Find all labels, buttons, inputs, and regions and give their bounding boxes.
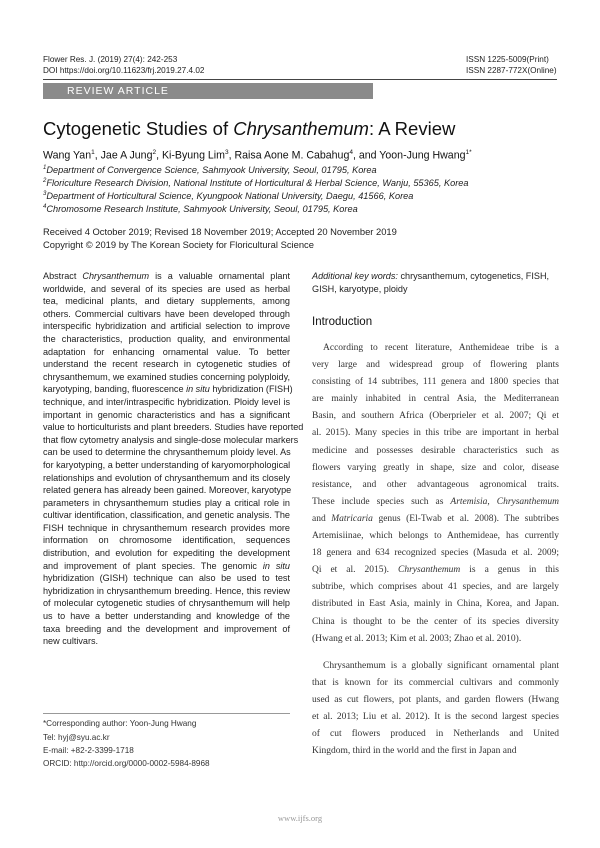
body-line: flowers varying greatly in shape, size and color, disease	[312, 462, 559, 473]
author-sup: 1*	[465, 149, 472, 156]
body-line: medicine and possesses desirable characteristics such as	[312, 445, 559, 456]
body-line: Qi et al. 2015). Chrysanthemum is a genus in this	[312, 565, 559, 576]
abstract-line: karyotyping, banding, fluorescence in situ hybridization (FISH)	[43, 384, 293, 395]
author-list: Wang Yan$^1$, Jae A Jung$^2$, Ki-Byung Lim$^3$, Raisa Aone M. Cabahug$^4$, and Yoon-Jung Hwang$^{1*}$	[43, 149, 472, 162]
abstract-line: Abstract Chrysanthemum is a valuable ornamental plant	[43, 271, 290, 281]
body-line: Artemisiinae, which belongs to Anthemideae, has currently	[312, 531, 559, 542]
body-line: are mainly inhabited in central Asia, the Mediterranean	[312, 394, 559, 405]
abstract-line: us to have a better understanding and knowledge of the	[43, 611, 290, 622]
abstract-line: technique, and inter/intraspecific hybridization. Ploidy level is	[43, 396, 290, 407]
affiliation-2: $^2$Floriculture Research Division, National Institute of Horticultural & Herbal Science, Wanju, 55365, Korea	[43, 178, 469, 189]
contact-tel: Tel: hyj@syu.ac.kr	[43, 733, 110, 742]
abstract-line: cultivar identification, classification, and genetic analysis. The	[43, 510, 290, 521]
abstract-line: that flow cytometry analysis and single-dose molecular markers	[43, 434, 299, 445]
keywords-label: Additional key words:	[312, 271, 398, 281]
abstract-line: important in genomic characteristics and has a significant	[43, 409, 290, 420]
body-line: al. 2015). Many species in this tribe are important in herbal	[312, 428, 559, 439]
intro-paragraph-1	[312, 340, 559, 648]
body-line: Chrysanthemum is a globally significant ornamental plant	[323, 661, 559, 671]
body-line: According to recent literature, Anthemideae tribe is a	[323, 343, 559, 353]
article-dates: Received 4 October 2019; Revised 18 November 2019; Accepted 20 November 2019	[43, 226, 397, 237]
abstract-label: Abstract	[43, 271, 83, 281]
article-type-badge	[43, 83, 373, 99]
abstract-line: information on chromosome identification, sequences	[43, 535, 290, 546]
author-sup: 1	[91, 149, 95, 156]
abstract-line: FISH technique in chrysanthemum research provides more	[43, 522, 290, 533]
author-name: Ki-Byung Lim	[161, 149, 225, 162]
abstract-line: new cultivars.	[43, 636, 99, 647]
abstract-line: taxa breeding and the development and improvement of	[43, 623, 290, 634]
keywords-line-1: chrysanthemum, cytogenetics, FISH,	[397, 271, 550, 281]
author-name: Yoon-Jung Hwang	[379, 149, 466, 162]
journal-citation: Flower Res. J. (2019) 27(4): 242-253	[43, 55, 178, 64]
body-line: distributed in East Asia, mainly in China, Korea, and Japan.	[312, 599, 559, 610]
body-line: China is thought to be the center of its species diversity	[312, 616, 559, 627]
keywords	[312, 270, 559, 295]
abstract-line: value to horticulturists and plant breeders. Studies have reported	[43, 422, 304, 433]
abstract-line: parameters in chrysanthemum studies play a critical role in	[43, 497, 290, 508]
abstract-line: adaptation for enhancing ornamental value. To better	[43, 346, 290, 357]
author-sup: 3	[224, 149, 229, 156]
intro-paragraph-2	[312, 658, 559, 761]
abstract-line: related genera has already been gained. Moreover, karyotype	[43, 485, 292, 496]
body-line: used as cut flowers, pot plants, and garden flowers (Hwang	[312, 695, 559, 706]
body-line: very large and widespread group of flowering plants	[312, 360, 559, 371]
abstract-line: tea, medicinal plants, and dietary supplements, among	[43, 296, 290, 307]
body-line: 18 genera and 634 recognized species (Masuda et al. 2009;	[312, 548, 559, 559]
orcid-link[interactable]: ORCID: http://orcid.org/0000-0002-5984-8968	[43, 759, 210, 768]
doi-link[interactable]: DOI https://doi.org/10.11623/frj.2019.27.4.02	[43, 66, 205, 75]
body-line: consisting of 14 subtribes, 111 genera and 1800 species that	[312, 377, 559, 388]
title-suffix: : A Review	[368, 118, 456, 139]
keywords-line-2: GISH, karyotype, ploidy	[312, 283, 408, 294]
author-name: Raisa Aone M. Cabahug	[234, 149, 350, 162]
body-line: resistance, and other advantageous agronomical traits.	[312, 479, 559, 490]
author-sup: 4	[349, 149, 353, 156]
section-heading-introduction: Introduction	[312, 316, 373, 328]
body-line: subtribe, which comprises about 41 species, and are largely	[312, 582, 559, 593]
issn-print: ISSN 1225-5009(Print)	[466, 55, 549, 64]
title-italic: Chrysanthemum	[233, 118, 369, 139]
abstract-line: for karyotyping, a better understanding of karyomorphological	[43, 459, 291, 470]
abstract-line: hybridization (GISH) technique can also be used to test	[43, 573, 290, 584]
abstract	[43, 270, 304, 648]
abstract-line: others. Commercial cultivars have been developed through	[43, 308, 290, 319]
title-text: Cytogenetic Studies of	[43, 118, 234, 139]
issn-online: ISSN 2287-772X(Online)	[466, 66, 557, 75]
affiliation-3: $^3$Department of Horticultural Science, Kyungpook National University, Daegu, 41566, Korea	[43, 191, 414, 202]
body-line: Basin, and southern Africa (Oberprieler et al. 2007; Qi et	[312, 411, 559, 422]
body-line: et al. 2013; Liu et al. 2012). It is the second largest species	[312, 712, 559, 723]
footnote-rule	[43, 713, 290, 714]
abstract-line: of molecular cytogenetic studies of chrysanthemum will help	[43, 598, 290, 609]
affiliation-1: $^1$Department of Convergence Science, Sahmyook University, Seoul, 01795, Korea	[43, 165, 377, 176]
article-title	[43, 118, 455, 140]
header-rule	[43, 79, 557, 80]
abstract-line: can be used to determine the chrysanthemum ploidy level. As	[43, 447, 291, 458]
abstract-line: interspecific hybridization and artificial selection to improve	[43, 321, 290, 332]
abstract-line: distribution, and evolution for expediting the development	[43, 548, 290, 559]
abstract-line: relationships and evolution of chrysanthemum and its closely	[43, 472, 290, 483]
body-line: that is known for its commercial cultivars and commonly	[312, 678, 559, 689]
abstract-line: the characteristics, production quality, and environmental	[43, 333, 290, 344]
footer-site[interactable]: www.ijfs.org	[277, 813, 323, 823]
corresponding-author: *Corresponding author: Yoon-Jung Hwang	[43, 719, 197, 728]
abstract-line: worldwide, and several of its species are used as herbal	[43, 283, 290, 294]
copyright: Copyright © 2019 by The Korean Society for Floricultural Science	[43, 239, 314, 250]
abstract-line: chrysanthemum, we examined studies concerning polyploidy,	[43, 371, 290, 382]
body-line: These include species such as Artemisia, Chrysanthemum	[312, 496, 560, 507]
abstract-line: and improvement of plant species. The genomic in situ	[43, 560, 290, 571]
affiliation-4: $^4$Chromosome Research Institute, Sahmyook University, Seoul, 01795, Korea	[43, 204, 358, 215]
body-line: of cut flowers produced in Netherlands and United	[312, 729, 559, 740]
body-line: and Matricaria genus (El-Twab et al. 2008). The subtribes	[312, 513, 559, 524]
abstract-line: understand the recent research in cytogenetic studies of	[43, 359, 290, 370]
contact-email: E-mail: +82-2-3399-1718	[43, 746, 134, 755]
author-name: Wang Yan	[43, 149, 92, 162]
abstract-line: hybridization in chrysanthemum breeding. Hence, this review	[43, 585, 290, 596]
body-line: (Hwang et al. 2013; Kim et al. 2003; Zhao et al. 2010).	[312, 633, 522, 644]
author-sup: 2	[152, 149, 157, 156]
author-name: Jae A Jung	[100, 149, 153, 162]
article-type-label: REVIEW ARTICLE	[67, 85, 169, 97]
body-line: Kingdom, third in the world and the first in Japan and	[312, 746, 517, 757]
